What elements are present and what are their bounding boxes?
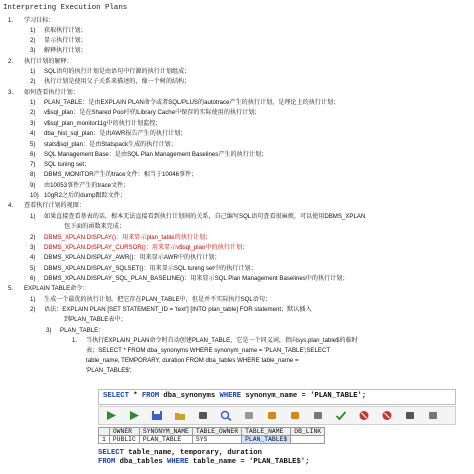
list-item <box>8 284 88 293</box>
list-item <box>30 36 87 45</box>
list-item <box>30 77 190 86</box>
list-item-text: 执行计划是使用父子关系来描述的，像一个树的结构； <box>44 78 191 85</box>
list-item-text: 执行计划的解释： <box>24 58 73 65</box>
list-item-number: 5) <box>30 141 36 148</box>
list-item-text: DBMS_XPLAN.DISPLAY_CURSOR()：用来显示v$sql_plan中的执行计划； <box>44 244 249 251</box>
list-item-number: 2) <box>30 306 36 313</box>
list-item-number: 3) <box>30 47 36 54</box>
list-item-number: 2) <box>30 234 36 241</box>
sql-editor[interactable] <box>98 389 456 405</box>
list-item-text: 学习目标： <box>24 17 55 24</box>
list-item-text: 'PLAN_TABLE$'; <box>86 367 132 374</box>
sql-line-2: FROM dba_tables WHERE table_name = 'PLAN_TABLE$'; <box>98 458 310 466</box>
list-item-number: 1) <box>30 99 36 106</box>
column-header-table-owner[interactable]: TABLE_OWNER <box>192 428 241 436</box>
list-item-number: 3) <box>30 244 36 251</box>
list-item-number: 2) <box>30 78 36 85</box>
list-item <box>30 274 348 283</box>
list-item <box>30 46 87 55</box>
list-item <box>30 264 257 273</box>
explain-icon[interactable] <box>266 410 278 421</box>
list-item <box>30 67 190 76</box>
list-item-number: 6) <box>30 151 36 158</box>
list-item-number: 10) <box>30 192 39 199</box>
list-item-text: 包下面的函数来完成； <box>64 223 125 230</box>
cell-table-owner[interactable]: SYS <box>192 436 241 444</box>
commit-icon[interactable] <box>335 410 347 421</box>
list-item-text: 表；SELECT * FROM dba_synonyms WHERE synonym_name = 'PLAN_TABLE';SELECT <box>86 347 331 354</box>
clear-icon[interactable] <box>243 410 255 421</box>
list-item <box>72 346 330 355</box>
find-icon[interactable] <box>220 410 232 421</box>
table-row[interactable] <box>99 436 325 444</box>
list-item-text: SQL tuning set； <box>44 161 91 168</box>
format-icon[interactable] <box>404 410 416 421</box>
list-item-text: SQL Management Base：是由SQL Plan Management Baselines产生的执行计划； <box>44 151 268 158</box>
list-item-text: 查看执行计划的视图： <box>24 202 85 209</box>
list-item-number: 6) <box>30 275 36 282</box>
list-item-text: v$sql_plan：是在Shared Pool中的Library Cache中保存的实际使用的执行计划； <box>44 109 261 116</box>
list-item-text: 由10053事件产生的trace文件； <box>44 182 130 189</box>
list-item-number: 4) <box>30 130 36 137</box>
list-item-number: 4. <box>8 202 14 209</box>
grid-header-row <box>99 428 325 436</box>
list-item-text: DBMS_XPLAN.DISPLAY_SQL_PLAN_BASELINE()：用来显示SQL Plan Management Baselines中的执行计划； <box>44 275 349 282</box>
list-item-number: 4) <box>30 254 36 261</box>
list-item <box>30 150 267 159</box>
list-item <box>30 181 129 190</box>
list-item <box>30 243 248 252</box>
column-header-table-name[interactable]: TABLE_NAME <box>242 428 291 436</box>
rollback-icon[interactable] <box>358 410 370 421</box>
list-item-number: 7) <box>30 161 36 168</box>
list-item <box>72 366 132 375</box>
list-item-number: 1) <box>30 27 36 34</box>
list-item-text: 语法：EXPLAIN PLAN [SET STATEMENT_ID = 'text'] [INTO plan_table] FOR statement；默认插入 <box>44 306 312 313</box>
list-item-number: 9) <box>30 182 36 189</box>
list-item-text: EXPLAIN TABLE命令： <box>24 285 89 292</box>
list-item <box>50 315 127 324</box>
list-item-text: 生成一个最优的执行计划，把它存在PLAN_TABLE中，但是并不实际执行SQL语句； <box>44 296 272 303</box>
list-item-text: PLAN_TABLE： <box>60 327 105 334</box>
run-icon[interactable] <box>105 410 117 421</box>
list-item-text: DBMS_XPLAN.DISPLAY()：用来显示plan_table的执行计划； <box>44 234 212 241</box>
list-item-text: stats$sql_plan：是由Statspack生成的执行计划； <box>44 141 177 148</box>
list-item <box>30 295 271 304</box>
list-item-number: 3) <box>46 327 52 334</box>
list-item-text: 10gR2之后的dump跟踪文件； <box>44 192 126 199</box>
list-item <box>30 160 90 169</box>
run-script-icon[interactable] <box>128 410 140 421</box>
list-item-text: PLAN_TABLE：是由EXPLAIN PLAN命令或者SQL/PLUS的autotrace产生的执行计划，是理论上的执行计划； <box>44 99 340 106</box>
cancel-icon[interactable] <box>381 410 393 421</box>
list-item-number: 1) <box>30 296 36 303</box>
list-item <box>30 140 177 149</box>
list-item-text: dba_hist_sql_plan：是由AWR报告产生的执行计划； <box>44 130 187 137</box>
cell-owner[interactable]: PUBLIC <box>109 436 139 444</box>
list-item <box>8 57 73 66</box>
column-header-owner[interactable]: OWNER <box>109 428 139 436</box>
document-title: Interpreting Execution Plans <box>3 4 128 12</box>
list-item-text: 获取执行计划； <box>44 27 87 34</box>
cell-table-name[interactable]: PLAN_TABLE$ <box>242 436 291 444</box>
list-item-number: 3) <box>30 120 36 127</box>
list-item-number: 3. <box>8 89 14 96</box>
list-item <box>72 336 358 345</box>
cell-synonym-name[interactable]: PLAN_TABLE <box>139 436 192 444</box>
list-item-number: 8) <box>30 171 36 178</box>
list-item-number: 2) <box>30 37 36 44</box>
list-item-number: 2. <box>8 58 14 65</box>
sql-select-synonyms: SELECT * FROM dba_synonyms WHERE synonym_name = 'PLAN_TABLE'; <box>103 392 367 400</box>
print-icon[interactable] <box>197 410 209 421</box>
list-item <box>30 191 126 200</box>
list-item-text: DBMS_XPLAN.DISPLAY_AWR()：用来显示AWR中的执行计划； <box>44 254 221 261</box>
list-item <box>30 108 260 117</box>
list-item-text: 到PLAN_TABLE表中； <box>64 316 127 323</box>
list-item-text: 显示执行计划； <box>44 37 87 44</box>
list-item <box>30 212 365 221</box>
list-item <box>46 326 104 335</box>
list-item-text: table_name, TEMPORARY, duration FROM dba_tables WHERE table_name = <box>86 357 299 364</box>
sql-select-tables[interactable] <box>98 449 309 467</box>
list-item-number: 5. <box>8 285 14 292</box>
row-number: 1 <box>99 436 110 444</box>
results-grid <box>98 427 454 445</box>
cell-db-link[interactable] <box>291 436 325 444</box>
list-item-text: 当执行EXPLAIN_PLAN命令时自动创建PLAN_TABLE，它是一个同义词，指向sys.plan_table$的临时 <box>86 337 358 344</box>
list-item <box>8 88 79 97</box>
list-item-number: 2) <box>30 109 36 116</box>
column-header-synonym-name[interactable]: SYNONYM_NAME <box>139 428 192 436</box>
list-item <box>8 201 85 210</box>
list-item-text: 如何查看执行计划： <box>24 89 79 96</box>
list-item <box>30 170 197 179</box>
column-header-db-link[interactable]: DB_LINK <box>291 428 325 436</box>
list-item <box>30 129 186 138</box>
history-icon[interactable] <box>312 410 324 421</box>
worksheet-toolbar <box>98 406 456 425</box>
sql-line-1: SELECT table_name, temporary, duration <box>98 449 262 457</box>
list-item <box>50 222 125 231</box>
list-item-text: SQL语句的执行计划是由语句中行源的执行计划组成； <box>44 68 191 75</box>
list-item <box>30 233 211 242</box>
list-item-text: v$sql_plan_monitor11g中的执行计划监控； <box>44 120 162 127</box>
list-item-number: 5) <box>30 265 36 272</box>
list-item <box>30 253 221 262</box>
list-item-number: 1) <box>30 213 36 220</box>
list-item-text: DBMS_MONITOR产生的trace文件：相当于10046事件； <box>44 171 198 178</box>
save-icon[interactable] <box>151 410 163 421</box>
open-icon[interactable] <box>174 410 186 421</box>
list-item <box>30 98 339 107</box>
list-item-text: DBMS_XPLAN.DISPLAY_SQLSET()：用来显示SQL tuning set中的执行计划； <box>44 265 257 272</box>
autotrace-icon[interactable] <box>289 410 301 421</box>
list-item-number: 1. <box>72 337 78 344</box>
list-item-text: 如果直接查看基表的话，根本无法直接看到执行计划间的关系，自己编写SQL语句查看很麻烦，可以使用DBMS_XPLAN <box>44 213 366 220</box>
list-item <box>30 26 87 35</box>
list-item <box>30 305 312 314</box>
list-item <box>8 16 54 25</box>
list-item-number: 1. <box>8 17 14 24</box>
row-number-header <box>99 428 110 436</box>
list-item-number: 1) <box>30 68 36 75</box>
tools-icon[interactable] <box>427 410 439 421</box>
list-item <box>72 356 299 365</box>
list-item-text: 解释执行计划； <box>44 47 87 54</box>
list-item <box>30 119 161 128</box>
